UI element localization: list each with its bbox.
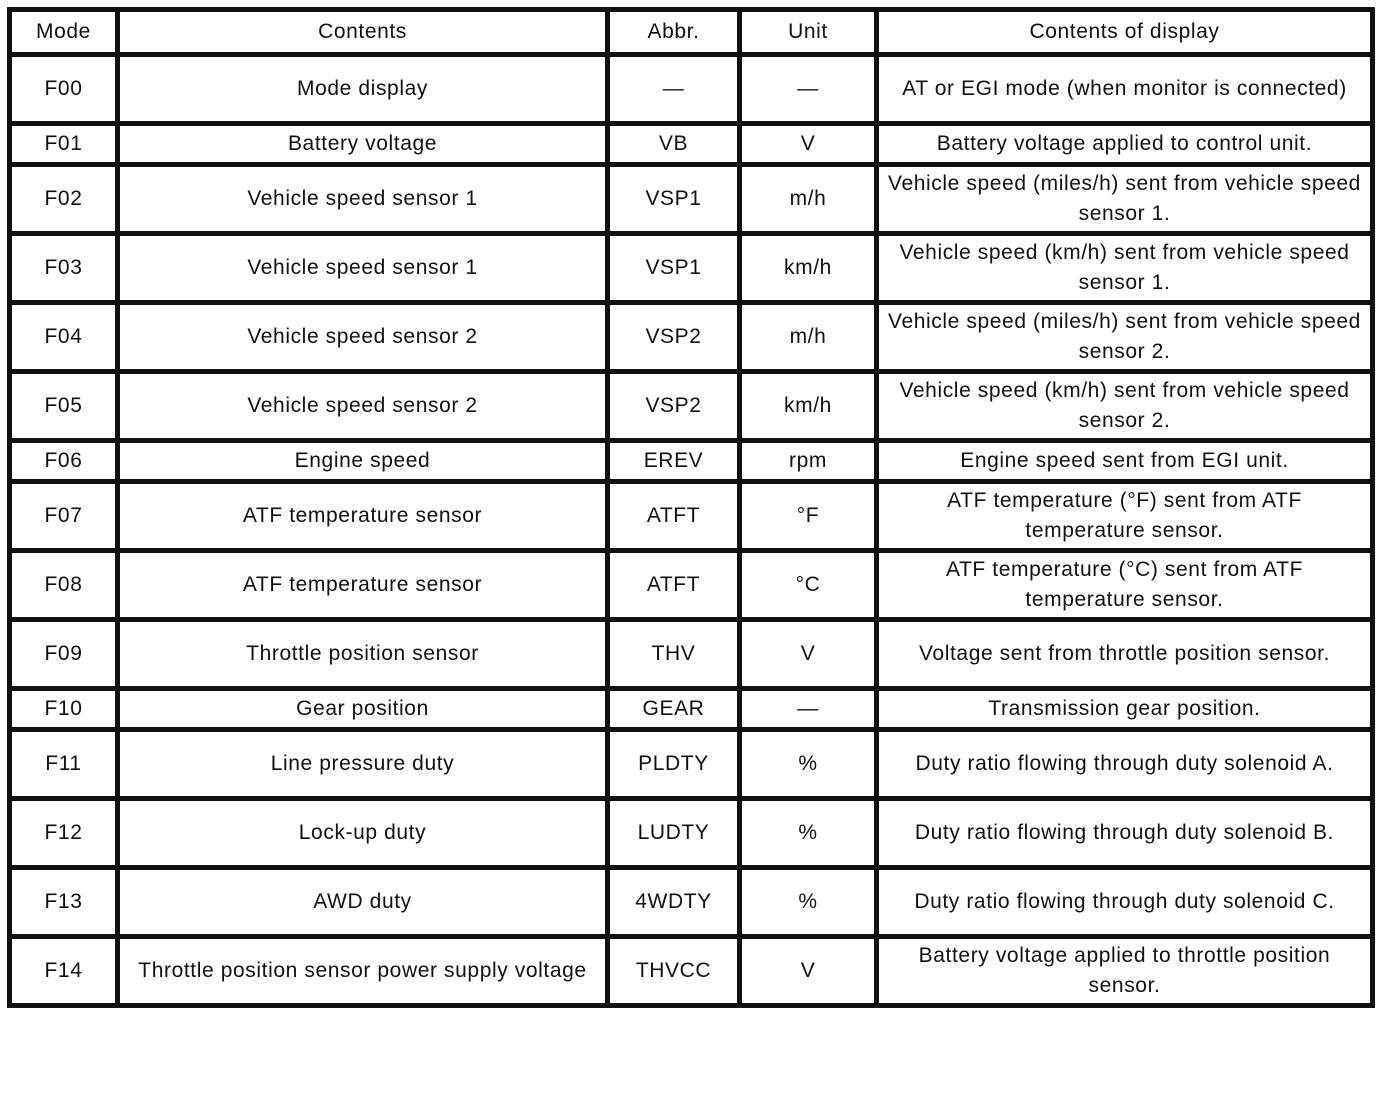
cell-abbr: VB [608,124,740,165]
cell-contents: ATF temperature sensor [118,551,608,620]
cell-contents: Lock-up duty [118,799,608,868]
cell-abbr: ATFT [608,482,740,551]
cell-abbr: GEAR [608,689,740,730]
header-row [10,10,1373,55]
cell-contents: Engine speed [118,441,608,482]
cell-unit: V [740,937,877,1006]
cell-mode: F04 [10,303,118,372]
cell-display: Battery voltage applied to control unit. [877,124,1373,165]
cell-display: Battery voltage applied to throttle position sensor. [877,937,1373,1006]
cell-unit: °C [740,551,877,620]
table-row [10,303,1373,372]
cell-display: Duty ratio flowing through duty solenoid C. [877,868,1373,937]
cell-mode: F11 [10,730,118,799]
table-row [10,482,1373,551]
cell-abbr: LUDTY [608,799,740,868]
cell-mode: F08 [10,551,118,620]
cell-abbr: VSP1 [608,234,740,303]
table-row [10,620,1373,689]
table-row [10,165,1373,234]
cell-abbr: THV [608,620,740,689]
cell-unit: m/h [740,165,877,234]
cell-unit: % [740,799,877,868]
cell-unit: rpm [740,441,877,482]
cell-contents: Vehicle speed sensor 1 [118,234,608,303]
cell-mode: F06 [10,441,118,482]
cell-display: Transmission gear position. [877,689,1373,730]
cell-mode: F00 [10,55,118,124]
cell-unit: V [740,620,877,689]
header-abbr: Abbr. [608,10,740,55]
cell-contents: Vehicle speed sensor 2 [118,372,608,441]
table-row [10,730,1373,799]
cell-mode: F07 [10,482,118,551]
cell-display: ATF temperature (°C) sent from ATF temperature sensor. [877,551,1373,620]
cell-display: Engine speed sent from EGI unit. [877,441,1373,482]
cell-mode: F10 [10,689,118,730]
table-row [10,234,1373,303]
cell-abbr: VSP2 [608,372,740,441]
cell-mode: F03 [10,234,118,303]
cell-display: AT or EGI mode (when monitor is connected) [877,55,1373,124]
cell-mode: F05 [10,372,118,441]
cell-display: Vehicle speed (km/h) sent from vehicle speed sensor 2. [877,372,1373,441]
table-row [10,799,1373,868]
cell-mode: F01 [10,124,118,165]
cell-contents: Vehicle speed sensor 1 [118,165,608,234]
cell-mode: F12 [10,799,118,868]
table-row [10,441,1373,482]
cell-display: Vehicle speed (miles/h) sent from vehicle speed sensor 1. [877,165,1373,234]
cell-unit: % [740,868,877,937]
cell-abbr: VSP1 [608,165,740,234]
cell-abbr: VSP2 [608,303,740,372]
cell-contents: Line pressure duty [118,730,608,799]
table-row [10,372,1373,441]
cell-unit: V [740,124,877,165]
monitor-mode-table [7,7,1375,1008]
cell-display: ATF temperature (°F) sent from ATF temperature sensor. [877,482,1373,551]
cell-display: Duty ratio flowing through duty solenoid A. [877,730,1373,799]
cell-display: Voltage sent from throttle position sensor. [877,620,1373,689]
cell-abbr: EREV [608,441,740,482]
cell-unit: m/h [740,303,877,372]
cell-contents: Vehicle speed sensor 2 [118,303,608,372]
header-mode: Mode [10,10,118,55]
table-row [10,689,1373,730]
cell-display: Vehicle speed (miles/h) sent from vehicle speed sensor 2. [877,303,1373,372]
cell-mode: F02 [10,165,118,234]
header-contents: Contents [118,10,608,55]
cell-abbr: ATFT [608,551,740,620]
cell-display: Vehicle speed (km/h) sent from vehicle speed sensor 1. [877,234,1373,303]
cell-mode: F14 [10,937,118,1006]
cell-mode: F09 [10,620,118,689]
cell-unit: — [740,689,877,730]
cell-unit: km/h [740,372,877,441]
cell-unit: °F [740,482,877,551]
cell-contents: AWD duty [118,868,608,937]
cell-contents: Throttle position sensor power supply voltage [118,937,608,1006]
table-row [10,551,1373,620]
cell-contents: Battery voltage [118,124,608,165]
cell-abbr: — [608,55,740,124]
header-display: Contents of display [877,10,1373,55]
cell-display: Duty ratio flowing through duty solenoid B. [877,799,1373,868]
cell-abbr: 4WDTY [608,868,740,937]
cell-unit: km/h [740,234,877,303]
cell-contents: ATF temperature sensor [118,482,608,551]
table-row [10,868,1373,937]
cell-mode: F13 [10,868,118,937]
cell-abbr: PLDTY [608,730,740,799]
cell-unit: % [740,730,877,799]
table-row [10,937,1373,1006]
table-row [10,55,1373,124]
cell-unit: — [740,55,877,124]
table-row [10,124,1373,165]
header-unit: Unit [740,10,877,55]
cell-abbr: THVCC [608,937,740,1006]
cell-contents: Throttle position sensor [118,620,608,689]
cell-contents: Mode display [118,55,608,124]
cell-contents: Gear position [118,689,608,730]
